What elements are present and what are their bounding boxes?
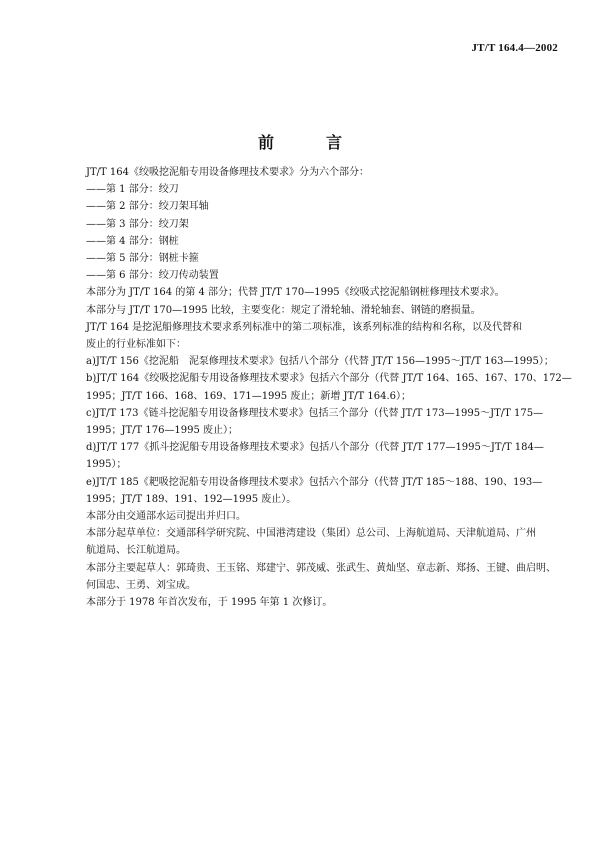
- list-item: ——第 5 部分：钢桩卡箍: [86, 253, 199, 265]
- paragraph: 本部分主要起草人：郭琦贵、王玉铭、郑建宁、郭茂威、张武生、黄灿坚、章志新、郑扬、王键、曲启明、: [86, 562, 556, 574]
- list-item-continued: 1995；JT/T 189、191、192—1995 废止）。: [86, 493, 297, 505]
- paragraph-continued: 何国忠、王勇、刘宝成。: [86, 579, 196, 591]
- list-item-continued: 1995）；: [86, 459, 127, 471]
- paragraph: 本部分为 JT/T 164 的第 4 部分；代替 JT/T 170—1995《绞吸式挖泥船钢桩修理技术要求》。: [86, 287, 505, 299]
- paragraph: JT/T 164《绞吸挖泥船专用设备修理技术要求》分为六个部分：: [86, 167, 369, 178]
- paragraph-continued: 废止的行业标准如下：: [86, 339, 186, 351]
- paragraph: 本部分于 1978 年首次发布，于 1995 年第 1 次修订。: [86, 597, 333, 609]
- list-item: ——第 3 部分：绞刀架: [86, 218, 189, 230]
- paragraph: 本部分起草单位：交通部科学研究院、中国港湾建设（集团）总公司、上海航道局、天津航道局、广州: [86, 528, 536, 540]
- list-item: ——第 1 部分：绞刀: [86, 184, 179, 196]
- paragraph: 本部分与 JT/T 170—1995 比较，主要变化：规定了滑轮轴、滑轮轴套、钢链的磨损量。: [86, 304, 481, 316]
- list-item: a)JT/T 156《挖泥船 泥泵修理技术要求》包括八个部分（代替 JT/T 156—1995～JT/T 163—1995）；: [86, 356, 554, 368]
- list-item-continued: 1995；JT/T 166、168、169、171—1995 废止；新增 JT/T 164.6）；: [86, 390, 412, 402]
- list-item: ——第 4 部分：钢桩: [86, 235, 179, 247]
- list-item: ——第 6 部分：绞刀传动装置: [86, 270, 219, 282]
- list-item: d)JT/T 177《抓斗挖泥船专用设备修理技术要求》包括八个部分（代替 JT/T 177—1995～JT/T 184—: [86, 442, 544, 454]
- list-item-continued: 1995；JT/T 176—1995 废止）；: [86, 425, 239, 437]
- page-title: 前 言: [257, 133, 360, 152]
- document-code: JT/T 164.4—2002: [471, 42, 558, 54]
- paragraph-continued: 航道局、长江航道局。: [86, 545, 186, 557]
- list-item: b)JT/T 164《绞吸挖泥船专用设备修理技术要求》包括六个部分（代替 JT/T 164、165、167、170、172—: [86, 373, 572, 385]
- paragraph: 本部分由交通部水运司提出并归口。: [86, 511, 246, 523]
- list-item: e)JT/T 185《耙吸挖泥船专用设备修理技术要求》包括六个部分（代替 JT/T 185～188、190、193—: [86, 476, 543, 488]
- list-item: c)JT/T 173《链斗挖泥船专用设备修理技术要求》包括三个部分（代替 JT/T 173—1995～JT/T 175—: [86, 407, 544, 419]
- list-item: ——第 2 部分：绞刀架耳轴: [86, 201, 209, 213]
- foreword-body: [86, 164, 572, 611]
- paragraph: JT/T 164 是挖泥船修理技术要求系列标准中的第二项标准，该系列标准的结构和名称，以及代替和: [86, 321, 523, 333]
